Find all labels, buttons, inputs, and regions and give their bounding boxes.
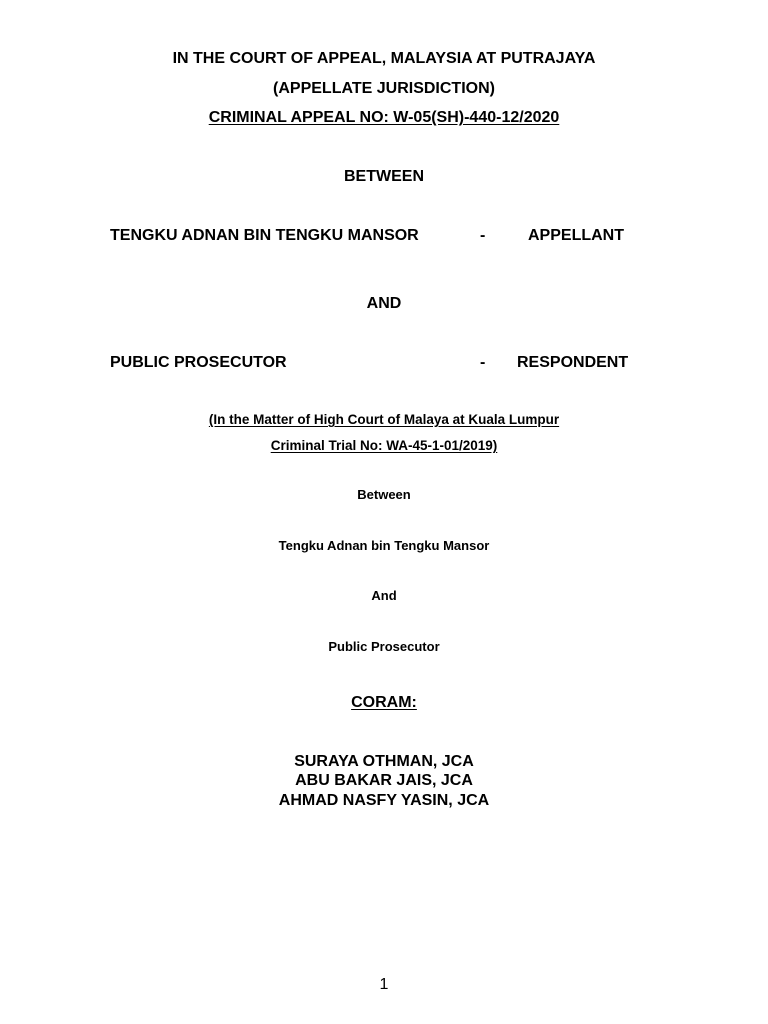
appellant-name: TENGKU ADNAN BIN TENGKU MANSOR (110, 227, 419, 244)
respondent-name: PUBLIC PROSECUTOR (110, 354, 287, 371)
judge-3: AHMAD NASFY YASIN, JCA (278, 792, 490, 809)
lower-court-line-1: (In the Matter of High Court of Malaya at Kuala Lumpur (208, 412, 560, 427)
appeal-number: CRIMINAL APPEAL NO: W-05(SH)-440-12/2020 (208, 109, 560, 126)
lower-court-line-2: Criminal Trial No: WA-45-1-01/2019) (270, 438, 498, 453)
lower-court-between: Between (357, 487, 411, 502)
page-number: 1 (379, 976, 389, 993)
jurisdiction-line: (APPELLATE JURISDICTION) (273, 80, 495, 97)
judge-2: ABU BAKAR JAIS, JCA (295, 772, 473, 789)
and-heading: AND (366, 295, 402, 312)
between-heading: BETWEEN (344, 168, 424, 185)
appellant-dash: - (480, 227, 486, 244)
lower-court-and: And (371, 588, 397, 603)
respondent-dash: - (480, 354, 486, 371)
judge-1: SURAYA OTHMAN, JCA (294, 753, 474, 770)
lower-court-party-2: Public Prosecutor (328, 639, 440, 654)
court-title: IN THE COURT OF APPEAL, MALAYSIA AT PUTRAJAYA (172, 50, 596, 67)
coram-heading: CORAM: (351, 694, 417, 711)
lower-court-party-1: Tengku Adnan bin Tengku Mansor (278, 538, 490, 553)
respondent-role: RESPONDENT (517, 354, 629, 371)
appellant-role: APPELLANT (528, 227, 624, 244)
